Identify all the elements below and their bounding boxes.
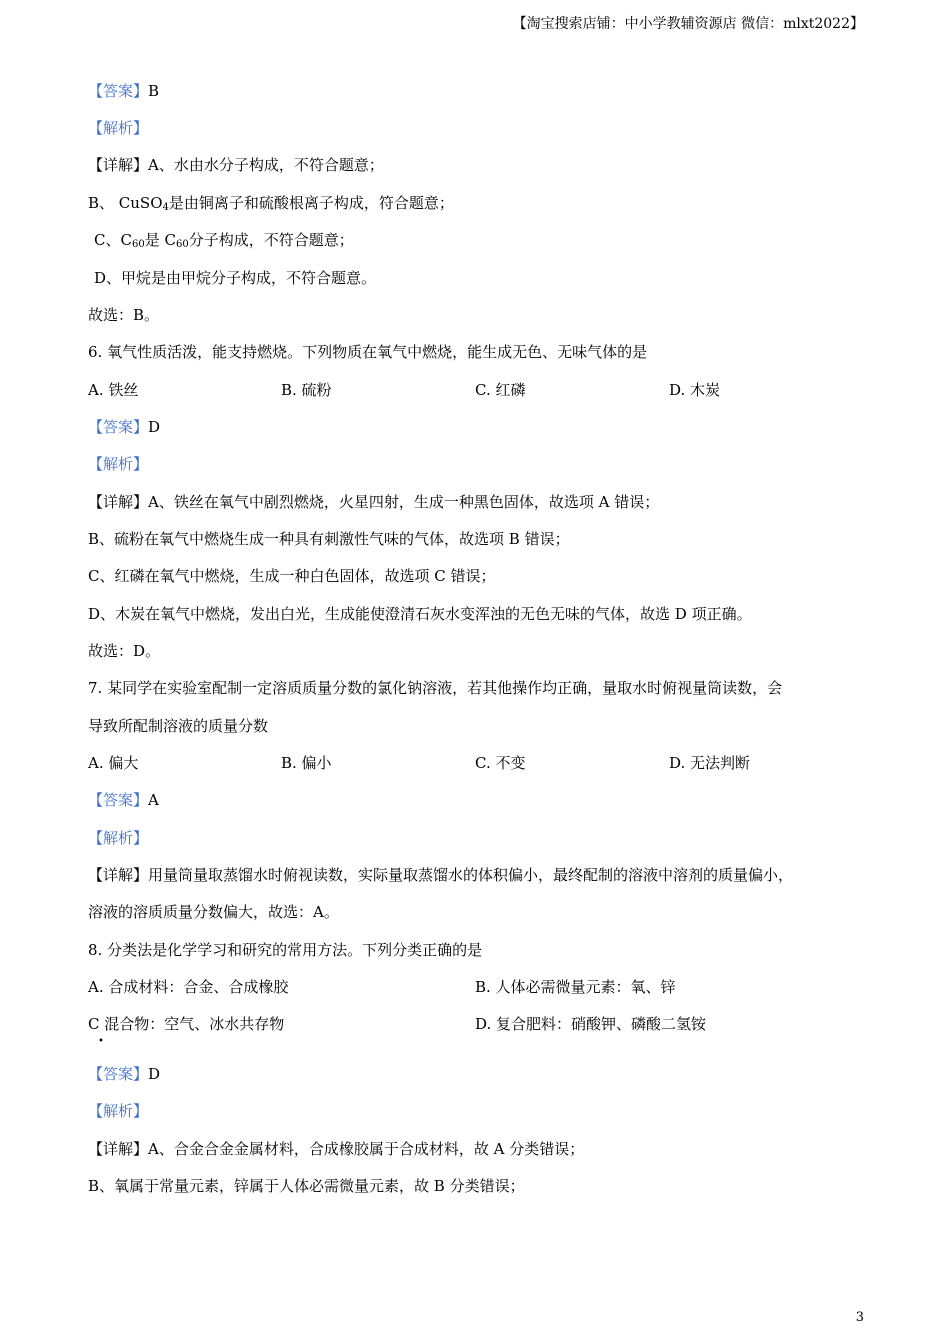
detail-line-q6-a xyxy=(88,492,659,512)
answer-line-q8 xyxy=(88,1064,160,1084)
detail-line-q5-a xyxy=(88,155,384,175)
subscript: 60 xyxy=(175,239,189,250)
option-q6-d: D. 木炭 xyxy=(669,381,721,399)
detail-line-q6-b: B、硫粉在氧气中燃烧生成一种具有刺激性气味的气体，故选项 B 错误； xyxy=(88,530,570,548)
answer-line-q7 xyxy=(88,790,159,810)
analysis-tag: 【解析】 xyxy=(88,829,149,847)
conclusion-q6: 故选：D。 xyxy=(88,642,161,660)
question-stem-q8: 8. 分类法是化学学习和研究的常用方法。下列分类正确的是 xyxy=(88,941,483,959)
detail-tag: 【详解】 xyxy=(88,1140,149,1158)
detail-text: 分子构成，不符合题意； xyxy=(188,231,354,249)
detail-text: A、铁丝在氧气中剧烈燃烧，火星四射，生成一种黑色固体，故选项 A 错误； xyxy=(148,493,660,511)
answer-line-q5 xyxy=(88,81,159,101)
detail-text: 是 C xyxy=(144,231,176,249)
option-q7-d: D. 无法判断 xyxy=(669,754,751,772)
option-q7-c: C. 不变 xyxy=(475,754,526,772)
answer-value: B xyxy=(148,82,160,100)
detail-line-q6-d: D、木炭在氧气中燃烧，发出白光，生成能使澄清石灰水变浑浊的无色无味的气体，故选 D 项正确。 xyxy=(88,605,752,623)
detail-line-q5-d: D、甲烷是由甲烷分子构成，不符合题意。 xyxy=(94,269,377,287)
detail-text: C、C xyxy=(94,231,132,249)
detail-text: 用量筒量取蒸馏水时俯视读数，实际量取蒸馏水的体积偏小，最终配制的溶液中溶剂的质量偏小， xyxy=(148,866,794,884)
detail-tag: 【详解】 xyxy=(88,156,149,174)
question-stem-q7-line2: 导致所配制溶液的质量分数 xyxy=(88,717,269,735)
page-header: 【淘宝搜索店铺：中小学教辅资源店 微信：mlxt2022】 xyxy=(512,16,864,32)
stray-dot-mark: • xyxy=(98,1036,104,1047)
detail-line-q7-1 xyxy=(88,865,793,885)
detail-line-q7-2: 溶液的溶质质量分数偏大，故选：A。 xyxy=(88,903,339,921)
detail-text: B、 CuSO xyxy=(88,194,163,212)
subscript: 60 xyxy=(131,239,145,250)
conclusion-q5: 故选：B。 xyxy=(88,306,160,324)
detail-text: A、合金合金金属材料，合成橡胶属于合成材料，故 A 分类错误； xyxy=(148,1140,585,1158)
detail-line-q8-b: B、氧属于常量元素，锌属于人体必需微量元素，故 B 分类错误； xyxy=(88,1177,525,1195)
option-q8-b: B. 人体必需微量元素：氧、锌 xyxy=(475,978,676,996)
answer-tag: 【答案】 xyxy=(88,791,149,809)
analysis-tag: 【解析】 xyxy=(88,455,149,473)
answer-tag: 【答案】 xyxy=(88,418,149,436)
option-q7-a: A. 偏大 xyxy=(88,754,139,772)
answer-value: A xyxy=(148,791,159,809)
option-q6-c: C. 红磷 xyxy=(475,381,526,399)
detail-line-q6-c: C、红磷在氧气中燃烧，生成一种白色固体，故选项 C 错误； xyxy=(88,567,496,585)
analysis-tag: 【解析】 xyxy=(88,1102,149,1120)
option-q7-b: B. 偏小 xyxy=(281,754,332,772)
option-q8-d: D. 复合肥料：硝酸钾、磷酸二氢铵 xyxy=(475,1015,707,1033)
detail-text: A、水由水分子构成，不符合题意； xyxy=(148,156,384,174)
detail-line-q8-a xyxy=(88,1139,584,1159)
option-q8-a: A. 合成材料：合金、合成橡胶 xyxy=(88,978,289,996)
option-q8-c: C 混合物：空气、冰水共存物 xyxy=(88,1015,285,1033)
option-q6-a: A. 铁丝 xyxy=(88,381,139,399)
detail-line-q5-c xyxy=(94,230,354,255)
answer-line-q6 xyxy=(88,417,160,437)
question-stem-q6: 6. 氧气性质活泼，能支持燃烧。下列物质在氧气中燃烧，能生成无色、无味气体的是 xyxy=(88,343,648,361)
analysis-tag: 【解析】 xyxy=(88,119,149,137)
detail-tag: 【详解】 xyxy=(88,493,149,511)
answer-value: D xyxy=(148,418,161,436)
option-q6-b: B. 硫粉 xyxy=(281,381,332,399)
subscript: 4 xyxy=(162,202,169,213)
answer-value: D xyxy=(148,1065,161,1083)
page-number: 3 xyxy=(855,1310,864,1325)
detail-line-q5-b xyxy=(88,193,454,218)
detail-text: 是由铜离子和硫酸根离子构成，符合题意； xyxy=(168,194,454,212)
question-stem-q7-line1: 7. 某同学在实验室配制一定溶质质量分数的氯化钠溶液，若其他操作均正确，量取水时俯视量筒读数，会 xyxy=(88,679,783,697)
answer-tag: 【答案】 xyxy=(88,82,149,100)
detail-tag: 【详解】 xyxy=(88,866,149,884)
answer-tag: 【答案】 xyxy=(88,1065,149,1083)
